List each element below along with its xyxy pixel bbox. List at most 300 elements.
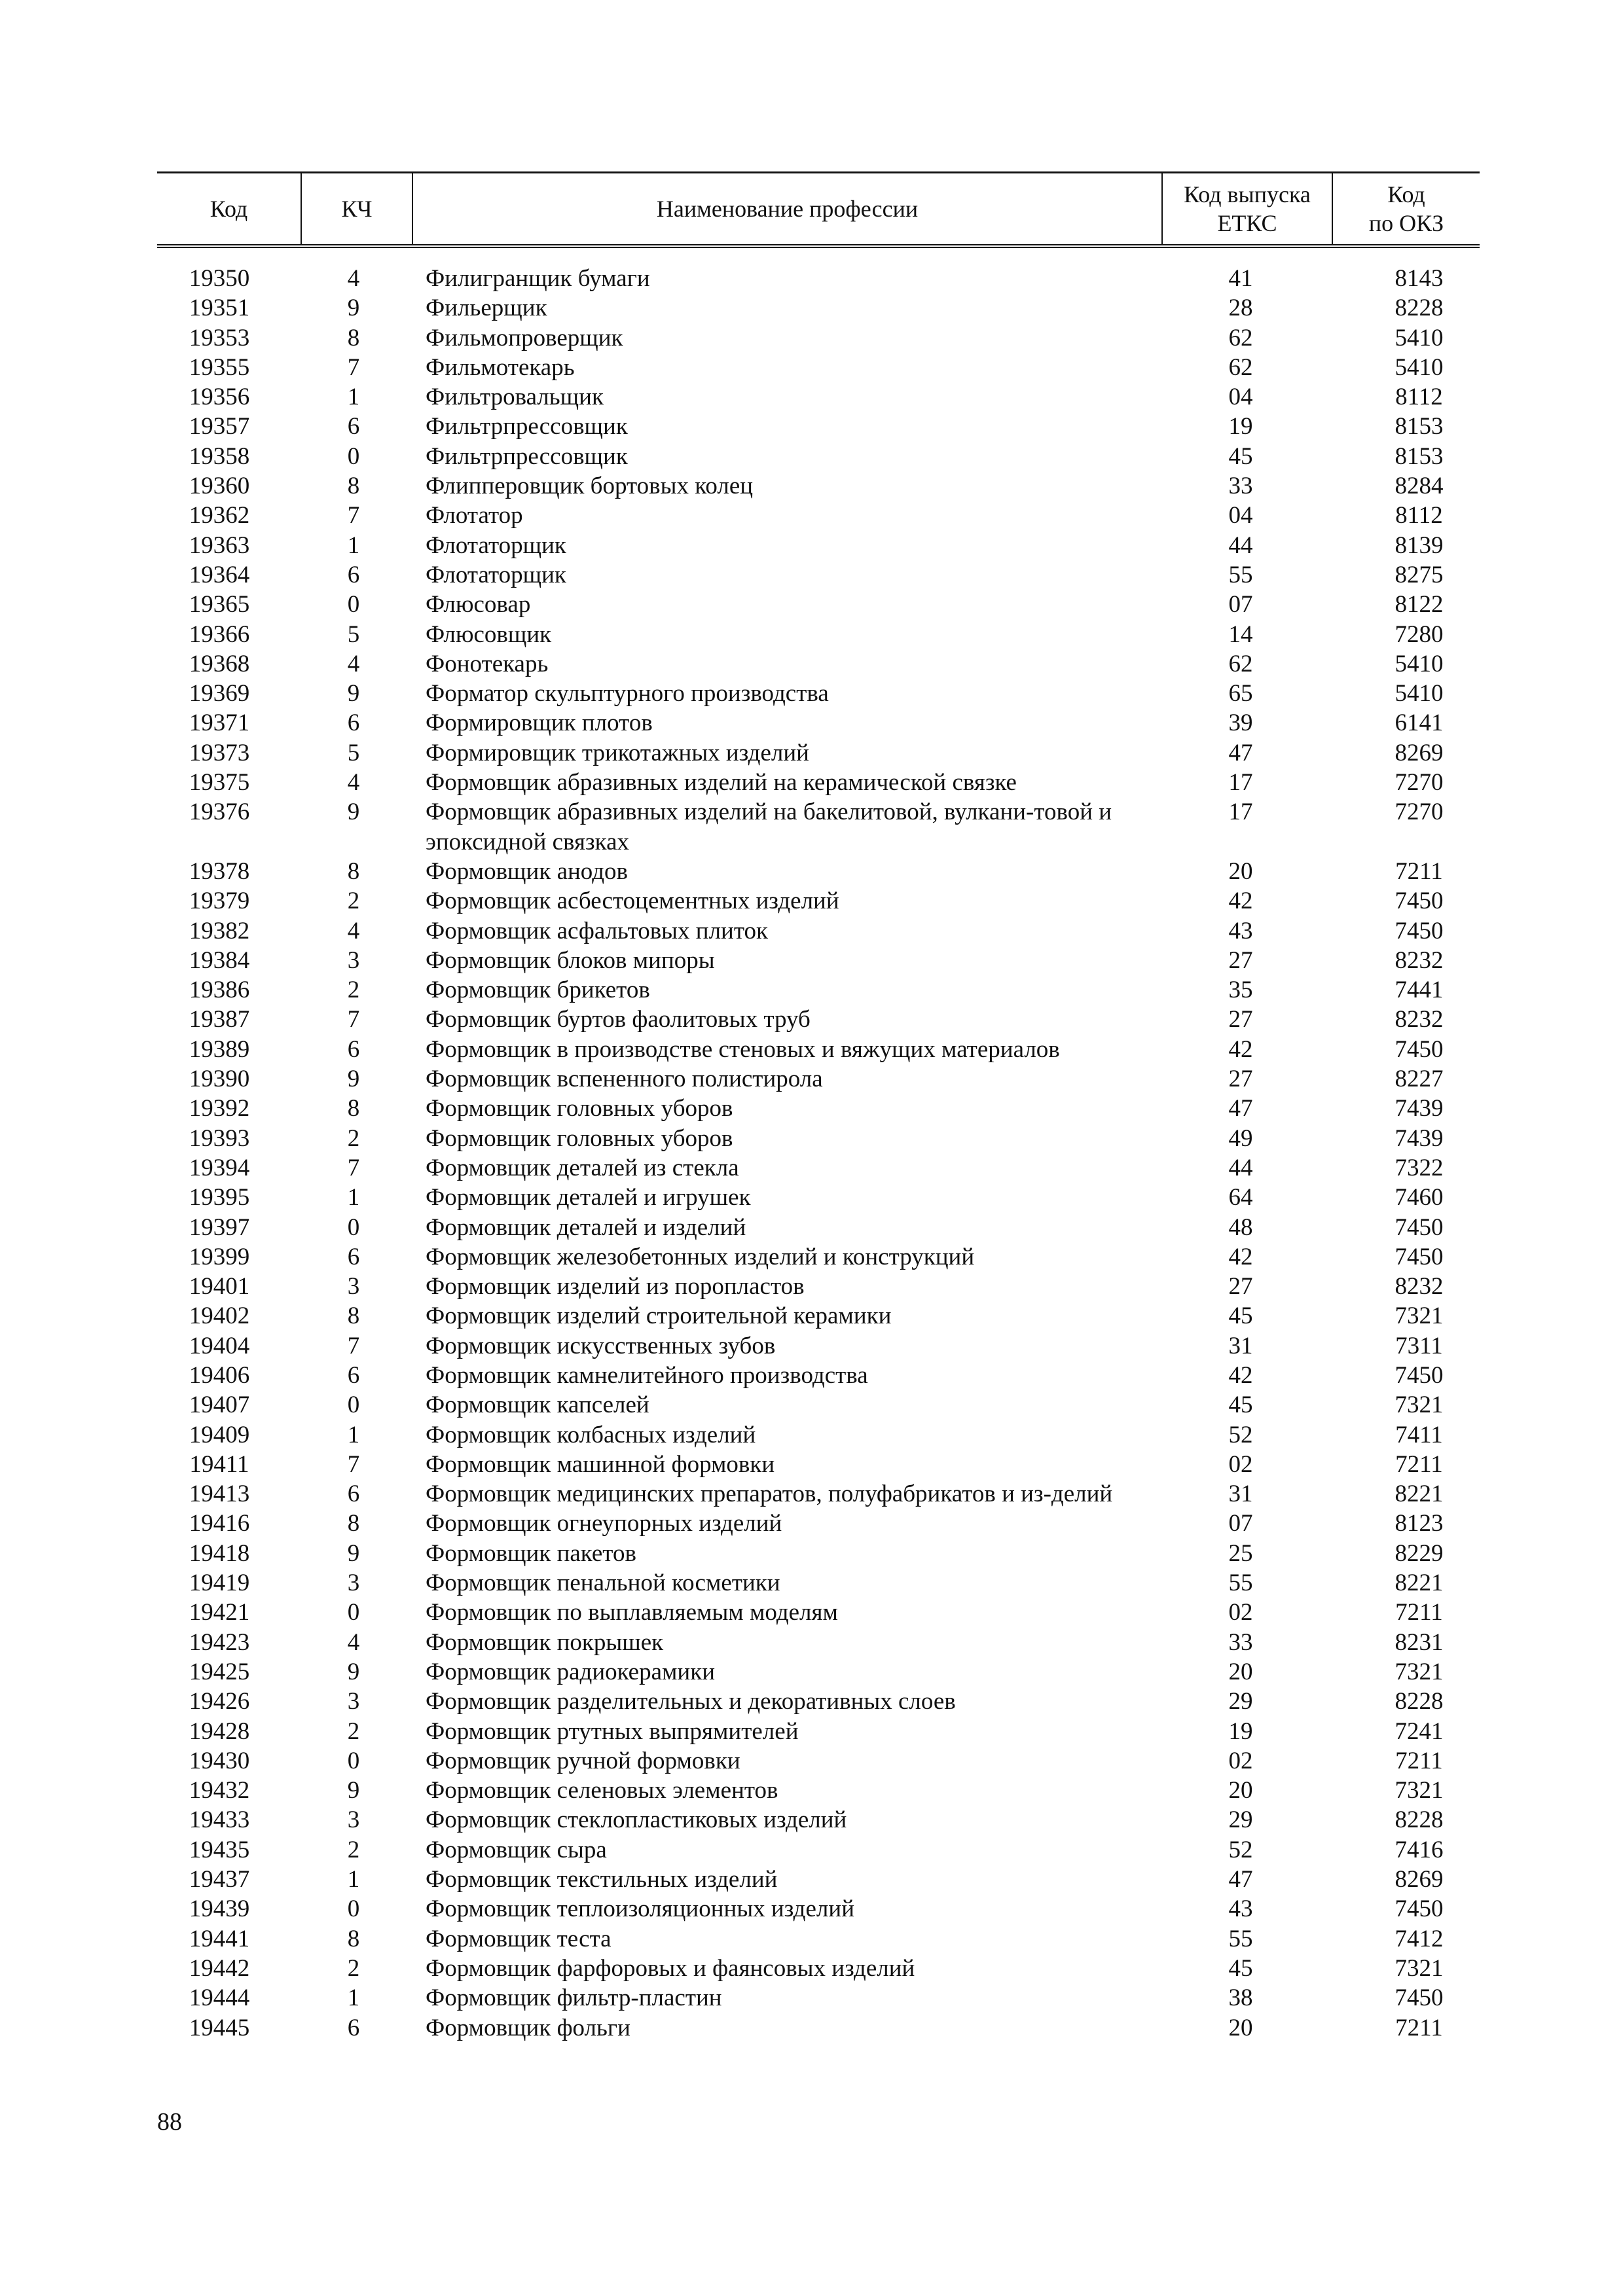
table-row [157, 1687, 1480, 1716]
cell-kch: 3 [347, 1570, 360, 1597]
cell-name: Флюсовар [426, 591, 531, 619]
cell-name: Формовщик брикетов [426, 977, 650, 1004]
cell-name: Формовщик ручной формовки [426, 1747, 740, 1774]
cell-etks: 02 [1228, 1599, 1253, 1626]
cell-code: 19409 [189, 1421, 250, 1448]
cell-okz: 7241 [1395, 1717, 1444, 1745]
cell-code: 19384 [189, 946, 250, 974]
cell-code: 19416 [189, 1510, 250, 1537]
cell-etks: 02 [1228, 1747, 1253, 1774]
cell-code: 19433 [189, 1806, 250, 1834]
cell-code: 19402 [189, 1302, 250, 1330]
cell-kch: 7 [347, 1332, 360, 1359]
cell-code: 19390 [189, 1066, 250, 1093]
cell-etks: 35 [1228, 977, 1253, 1004]
cell-name: Формовщик пенальной косметики [426, 1570, 780, 1597]
table-row [157, 1746, 1480, 1776]
cell-name: Формовщик камнелитейного производства [426, 1361, 868, 1389]
cell-etks: 20 [1228, 1658, 1253, 1685]
cell-name: Формовщик головных уборов [426, 1095, 733, 1122]
table-row [157, 1242, 1480, 1272]
cell-code: 19362 [189, 502, 250, 529]
cell-okz: 8227 [1395, 1066, 1444, 1093]
header-okz-line1: Код [1387, 181, 1425, 207]
cell-name: Фонотекарь [426, 650, 549, 677]
cell-name: Формировщик трикотажных изделий [426, 739, 809, 766]
cell-etks: 42 [1228, 1243, 1253, 1270]
cell-etks: 52 [1228, 1421, 1253, 1448]
cell-okz: 8153 [1395, 442, 1444, 470]
header-etks [1162, 173, 1332, 247]
cell-okz: 7321 [1395, 1777, 1444, 1804]
cell-code: 19437 [189, 1866, 250, 1893]
table-row [157, 1835, 1480, 1865]
cell-name: Формовщик огнеупорных изделий [426, 1510, 782, 1537]
cell-etks: 43 [1228, 1895, 1253, 1923]
cell-kch: 6 [347, 2014, 360, 2041]
cell-name: Формовщик стеклопластиковых изделий [426, 1806, 847, 1834]
table-row [157, 1450, 1480, 1479]
cell-okz: 8231 [1395, 1628, 1444, 1656]
cell-kch: 1 [347, 531, 360, 559]
cell-kch: 8 [347, 1925, 360, 1952]
cell-etks: 14 [1228, 620, 1253, 648]
cell-etks: 27 [1228, 946, 1253, 974]
table-row [157, 1776, 1480, 1805]
cell-etks: 20 [1228, 2014, 1253, 2041]
cell-name: Флотаторщик [426, 531, 566, 559]
cell-okz: 8112 [1395, 502, 1443, 529]
cell-name: Формовщик железобетонных изделий и конструкций [426, 1243, 975, 1270]
cell-kch: 8 [347, 1302, 360, 1330]
table-row [157, 1865, 1480, 1894]
cell-kch: 0 [347, 1747, 360, 1774]
cell-name: Формовщик абразивных изделий на бакелитовой, вулкани-товой и эпоксидной связках [426, 798, 1112, 855]
cell-etks: 55 [1228, 1925, 1253, 1952]
cell-code: 19382 [189, 917, 250, 944]
table-row [157, 442, 1480, 471]
cell-name: Формовщик покрышек [426, 1628, 664, 1656]
cell-name: Формовщик текстильных изделий [426, 1866, 778, 1893]
table-row [157, 1183, 1480, 1212]
cell-code: 19376 [189, 798, 250, 826]
cell-kch: 9 [347, 1066, 360, 1093]
cell-kch: 5 [347, 620, 360, 648]
cell-kch: 2 [347, 1124, 360, 1152]
cell-etks: 27 [1228, 1066, 1253, 1093]
cell-code: 19399 [189, 1243, 250, 1270]
cell-okz: 8221 [1395, 1480, 1444, 1508]
cell-code: 19351 [189, 295, 250, 322]
cell-name: Формовщик абразивных изделий на керамической связке [426, 769, 1017, 797]
cell-okz: 8122 [1395, 591, 1444, 619]
cell-okz: 7439 [1395, 1124, 1444, 1152]
cell-kch: 4 [347, 650, 360, 677]
cell-etks: 31 [1228, 1480, 1253, 1508]
cell-kch: 2 [347, 1836, 360, 1863]
cell-okz: 8123 [1395, 1510, 1444, 1537]
table-row [157, 649, 1480, 679]
cell-etks: 33 [1228, 473, 1253, 500]
cell-name: Фильерщик [426, 295, 547, 322]
cell-kch: 6 [347, 1480, 360, 1508]
cell-name: Формовщик по выплавляемым моделям [426, 1599, 838, 1626]
cell-etks: 39 [1228, 709, 1253, 737]
cell-kch: 2 [347, 1717, 360, 1745]
cell-code: 19364 [189, 561, 250, 588]
cell-code: 19386 [189, 977, 250, 1004]
table-row [157, 916, 1480, 946]
table-row [157, 1331, 1480, 1361]
cell-etks: 07 [1228, 591, 1253, 619]
table-row [157, 1509, 1480, 1538]
cell-kch: 1 [347, 1184, 360, 1211]
cell-name: Формовщик головных уборов [426, 1124, 733, 1152]
cell-code: 19421 [189, 1599, 250, 1626]
cell-code: 19358 [189, 442, 250, 470]
cell-etks: 20 [1228, 857, 1253, 885]
cell-kch: 4 [347, 265, 360, 292]
cell-kch: 0 [347, 591, 360, 619]
table-row [157, 738, 1480, 768]
cell-etks: 29 [1228, 1688, 1253, 1715]
cell-kch: 0 [347, 1599, 360, 1626]
professions-table [157, 171, 1480, 2043]
cell-code: 19411 [189, 1450, 249, 1478]
cell-code: 19366 [189, 620, 250, 648]
cell-okz: 8232 [1395, 1273, 1444, 1300]
cell-code: 19419 [189, 1570, 250, 1597]
table-row [157, 471, 1480, 501]
table-row [157, 1420, 1480, 1450]
cell-name: Формовщик пакетов [426, 1539, 636, 1567]
cell-etks: 44 [1228, 1154, 1253, 1181]
cell-code: 19441 [189, 1925, 250, 1952]
cell-name: Флюсовщик [426, 620, 552, 648]
table-row [157, 323, 1480, 353]
cell-code: 19392 [189, 1095, 250, 1122]
cell-name: Формировщик плотов [426, 709, 653, 737]
cell-etks: 43 [1228, 917, 1253, 944]
cell-kch: 6 [347, 1361, 360, 1389]
cell-okz: 7450 [1395, 1213, 1444, 1241]
cell-etks: 41 [1228, 265, 1253, 292]
cell-okz: 5410 [1395, 324, 1444, 351]
cell-name: Формовщик радиокерамики [426, 1658, 716, 1685]
header-name: Наименование профессии [412, 173, 1162, 247]
cell-etks: 45 [1228, 1954, 1253, 1982]
cell-code: 19406 [189, 1361, 250, 1389]
cell-etks: 02 [1228, 1450, 1253, 1478]
cell-okz: 8284 [1395, 473, 1444, 500]
cell-name: Формовщик колбасных изделий [426, 1421, 756, 1448]
cell-kch: 0 [347, 1213, 360, 1241]
cell-etks: 64 [1228, 1184, 1253, 1211]
cell-code: 19423 [189, 1628, 250, 1656]
cell-okz: 5410 [1395, 680, 1444, 708]
cell-name: Формовщик анодов [426, 857, 629, 885]
cell-kch: 4 [347, 917, 360, 944]
cell-name: Формовщик селеновых элементов [426, 1777, 778, 1804]
cell-code: 19360 [189, 473, 250, 500]
table-row [157, 886, 1480, 916]
cell-okz: 7211 [1395, 2014, 1443, 2041]
cell-kch: 8 [347, 1510, 360, 1537]
cell-name: Формовщик фарфоровых и фаянсовых изделий [426, 1954, 915, 1982]
table-row [157, 1301, 1480, 1331]
cell-code: 19397 [189, 1213, 250, 1241]
table-row [157, 1983, 1480, 2013]
cell-etks: 65 [1228, 680, 1253, 708]
cell-name: Форматор скульптурного производства [426, 680, 829, 708]
cell-kch: 9 [347, 680, 360, 708]
cell-okz: 8153 [1395, 413, 1444, 440]
cell-kch: 6 [347, 709, 360, 737]
cell-name: Формовщик медицинских препаратов, полуфабрикатов и из-делий [426, 1480, 1113, 1508]
cell-okz: 7411 [1395, 1421, 1443, 1448]
cell-name: Формовщик фольги [426, 2014, 630, 2041]
cell-name: Формовщик теста [426, 1925, 611, 1952]
cell-kch: 1 [347, 1984, 360, 2012]
table-header [157, 173, 1480, 247]
cell-okz: 8269 [1395, 739, 1444, 766]
cell-okz: 7311 [1395, 1332, 1443, 1359]
table-row [157, 1924, 1480, 1954]
cell-etks: 28 [1228, 295, 1253, 322]
cell-kch: 8 [347, 324, 360, 351]
cell-code: 19413 [189, 1480, 250, 1508]
cell-code: 19404 [189, 1332, 250, 1359]
table-row [157, 946, 1480, 975]
cell-name: Формовщик деталей и изделий [426, 1213, 746, 1241]
table-row [157, 768, 1480, 797]
cell-okz: 7321 [1395, 1658, 1444, 1685]
cell-kch: 2 [347, 977, 360, 1004]
table-row [157, 1094, 1480, 1123]
cell-kch: 2 [347, 1954, 360, 1982]
cell-okz: 8139 [1395, 531, 1444, 559]
cell-kch: 3 [347, 1806, 360, 1834]
cell-etks: 31 [1228, 1332, 1253, 1359]
cell-code: 19395 [189, 1184, 250, 1211]
cell-kch: 6 [347, 1243, 360, 1270]
cell-kch: 8 [347, 473, 360, 500]
cell-etks: 47 [1228, 739, 1253, 766]
table-row [157, 975, 1480, 1005]
table-row [157, 531, 1480, 560]
page-number: 88 [157, 2108, 182, 2136]
cell-kch: 5 [347, 739, 360, 766]
table-row [157, 1717, 1480, 1746]
cell-etks: 19 [1228, 413, 1253, 440]
cell-okz: 5410 [1395, 353, 1444, 381]
header-code: Код [157, 173, 301, 247]
cell-code: 19371 [189, 709, 250, 737]
cell-code: 19363 [189, 531, 250, 559]
table-row [157, 412, 1480, 441]
cell-etks: 47 [1228, 1095, 1253, 1122]
cell-okz: 8228 [1395, 295, 1444, 322]
table-row [157, 1153, 1480, 1183]
cell-okz: 6141 [1395, 709, 1444, 737]
cell-name: Формовщик блоков мипоры [426, 946, 715, 974]
cell-okz: 8143 [1395, 265, 1444, 292]
cell-code: 19373 [189, 739, 250, 766]
cell-code: 19356 [189, 384, 250, 411]
cell-code: 19407 [189, 1391, 250, 1419]
table-row [157, 708, 1480, 738]
cell-okz: 8232 [1395, 1006, 1444, 1033]
cell-code: 19430 [189, 1747, 250, 1774]
cell-name: Фильтрпрессовщик [426, 413, 628, 440]
cell-etks: 47 [1228, 1866, 1253, 1893]
header-etks-line2: ЕТКС [1217, 210, 1277, 236]
header-okz [1332, 173, 1480, 247]
cell-kch: 0 [347, 1895, 360, 1923]
cell-okz: 7211 [1395, 857, 1443, 885]
cell-name: Формовщик буртов фаолитовых труб [426, 1006, 811, 1033]
cell-kch: 0 [347, 442, 360, 470]
cell-etks: 55 [1228, 561, 1253, 588]
table-row [157, 1390, 1480, 1420]
cell-okz: 8269 [1395, 1866, 1444, 1893]
cell-code: 19425 [189, 1658, 250, 1685]
cell-etks: 45 [1228, 1391, 1253, 1419]
cell-etks: 20 [1228, 1777, 1253, 1804]
cell-name: Формовщик вспененного полистирола [426, 1066, 823, 1093]
table-row [157, 1064, 1480, 1094]
cell-okz: 7450 [1395, 917, 1444, 944]
cell-etks: 42 [1228, 1361, 1253, 1389]
cell-code: 19428 [189, 1717, 250, 1745]
cell-etks: 45 [1228, 1302, 1253, 1330]
cell-kch: 6 [347, 1035, 360, 1063]
cell-etks: 45 [1228, 442, 1253, 470]
cell-code: 19368 [189, 650, 250, 677]
cell-okz: 7450 [1395, 888, 1444, 915]
cell-okz: 7211 [1395, 1599, 1443, 1626]
cell-okz: 7450 [1395, 1243, 1444, 1270]
table-row [157, 1035, 1480, 1064]
cell-etks: 33 [1228, 1628, 1253, 1656]
table-row [157, 679, 1480, 708]
cell-okz: 7280 [1395, 620, 1444, 648]
table-body [157, 246, 1480, 2043]
table-row [157, 1272, 1480, 1301]
cell-code: 19394 [189, 1154, 250, 1181]
cell-kch: 1 [347, 1421, 360, 1448]
cell-code: 19444 [189, 1984, 250, 2012]
cell-etks: 17 [1228, 798, 1253, 826]
cell-kch: 9 [347, 1777, 360, 1804]
cell-code: 19369 [189, 680, 250, 708]
cell-okz: 8221 [1395, 1570, 1444, 1597]
cell-etks: 49 [1228, 1124, 1253, 1152]
cell-etks: 62 [1228, 353, 1253, 381]
cell-etks: 55 [1228, 1570, 1253, 1597]
cell-okz: 7321 [1395, 1302, 1444, 1330]
cell-name: Флотатор [426, 502, 523, 529]
cell-name: Фильмопроверщик [426, 324, 623, 351]
cell-kch: 9 [347, 798, 360, 826]
table-row [157, 1479, 1480, 1509]
cell-name: Формовщик изделий из поропластов [426, 1273, 805, 1300]
cell-name: Флипперовщик бортовых колец [426, 473, 754, 500]
table-row [157, 1894, 1480, 1924]
cell-name: Формовщик фильтр-пластин [426, 1984, 722, 2012]
cell-etks: 27 [1228, 1006, 1253, 1033]
cell-etks: 44 [1228, 531, 1253, 559]
table-row [157, 382, 1480, 412]
cell-okz: 7460 [1395, 1184, 1444, 1211]
cell-name: Формовщик асфальтовых плиток [426, 917, 769, 944]
cell-code: 19393 [189, 1124, 250, 1152]
cell-okz: 7321 [1395, 1391, 1444, 1419]
cell-okz: 7441 [1395, 977, 1444, 1004]
cell-etks: 38 [1228, 1984, 1253, 2012]
cell-etks: 42 [1228, 1035, 1253, 1063]
table-row [157, 293, 1480, 323]
cell-name: Формовщик искусственных зубов [426, 1332, 776, 1359]
cell-code: 19353 [189, 324, 250, 351]
cell-okz: 8275 [1395, 561, 1444, 588]
cell-etks: 04 [1228, 384, 1253, 411]
cell-okz: 7450 [1395, 1361, 1444, 1389]
cell-kch: 0 [347, 1391, 360, 1419]
cell-kch: 4 [347, 769, 360, 797]
cell-name: Формовщик изделий строительной керамики [426, 1302, 892, 1330]
header-okz-line2: по ОКЗ [1368, 210, 1444, 236]
cell-name: Фильтрпрессовщик [426, 442, 628, 470]
table-row [157, 1954, 1480, 1983]
table-row [157, 1124, 1480, 1153]
cell-name: Формовщик теплоизоляционных изделий [426, 1895, 854, 1923]
cell-code: 19418 [189, 1539, 250, 1567]
cell-okz: 7416 [1395, 1836, 1444, 1863]
cell-code: 19350 [189, 265, 250, 292]
cell-etks: 25 [1228, 1539, 1253, 1567]
cell-okz: 7450 [1395, 1984, 1444, 2012]
cell-okz: 8112 [1395, 384, 1443, 411]
table-row [157, 590, 1480, 619]
cell-kch: 6 [347, 413, 360, 440]
table-row [157, 501, 1480, 530]
cell-okz: 5410 [1395, 650, 1444, 677]
cell-code: 19378 [189, 857, 250, 885]
document-page [157, 171, 1480, 2043]
table-row [157, 264, 1480, 293]
cell-kch: 7 [347, 353, 360, 381]
cell-kch: 9 [347, 1539, 360, 1567]
cell-etks: 62 [1228, 324, 1253, 351]
cell-name: Формовщик капселей [426, 1391, 649, 1419]
cell-name: Формовщик в производстве стеновых и вяжущих материалов [426, 1035, 1060, 1063]
cell-code: 19435 [189, 1836, 250, 1863]
cell-etks: 52 [1228, 1836, 1253, 1863]
cell-kch: 7 [347, 1154, 360, 1181]
cell-okz: 7270 [1395, 798, 1444, 826]
cell-code: 19357 [189, 413, 250, 440]
cell-okz: 7450 [1395, 1895, 1444, 1923]
cell-okz: 7439 [1395, 1095, 1444, 1122]
table-row [157, 1598, 1480, 1627]
cell-code: 19445 [189, 2014, 250, 2041]
cell-etks: 29 [1228, 1806, 1253, 1834]
cell-code: 19375 [189, 769, 250, 797]
cell-okz: 8229 [1395, 1539, 1444, 1567]
cell-kch: 4 [347, 1628, 360, 1656]
cell-okz: 7322 [1395, 1154, 1444, 1181]
